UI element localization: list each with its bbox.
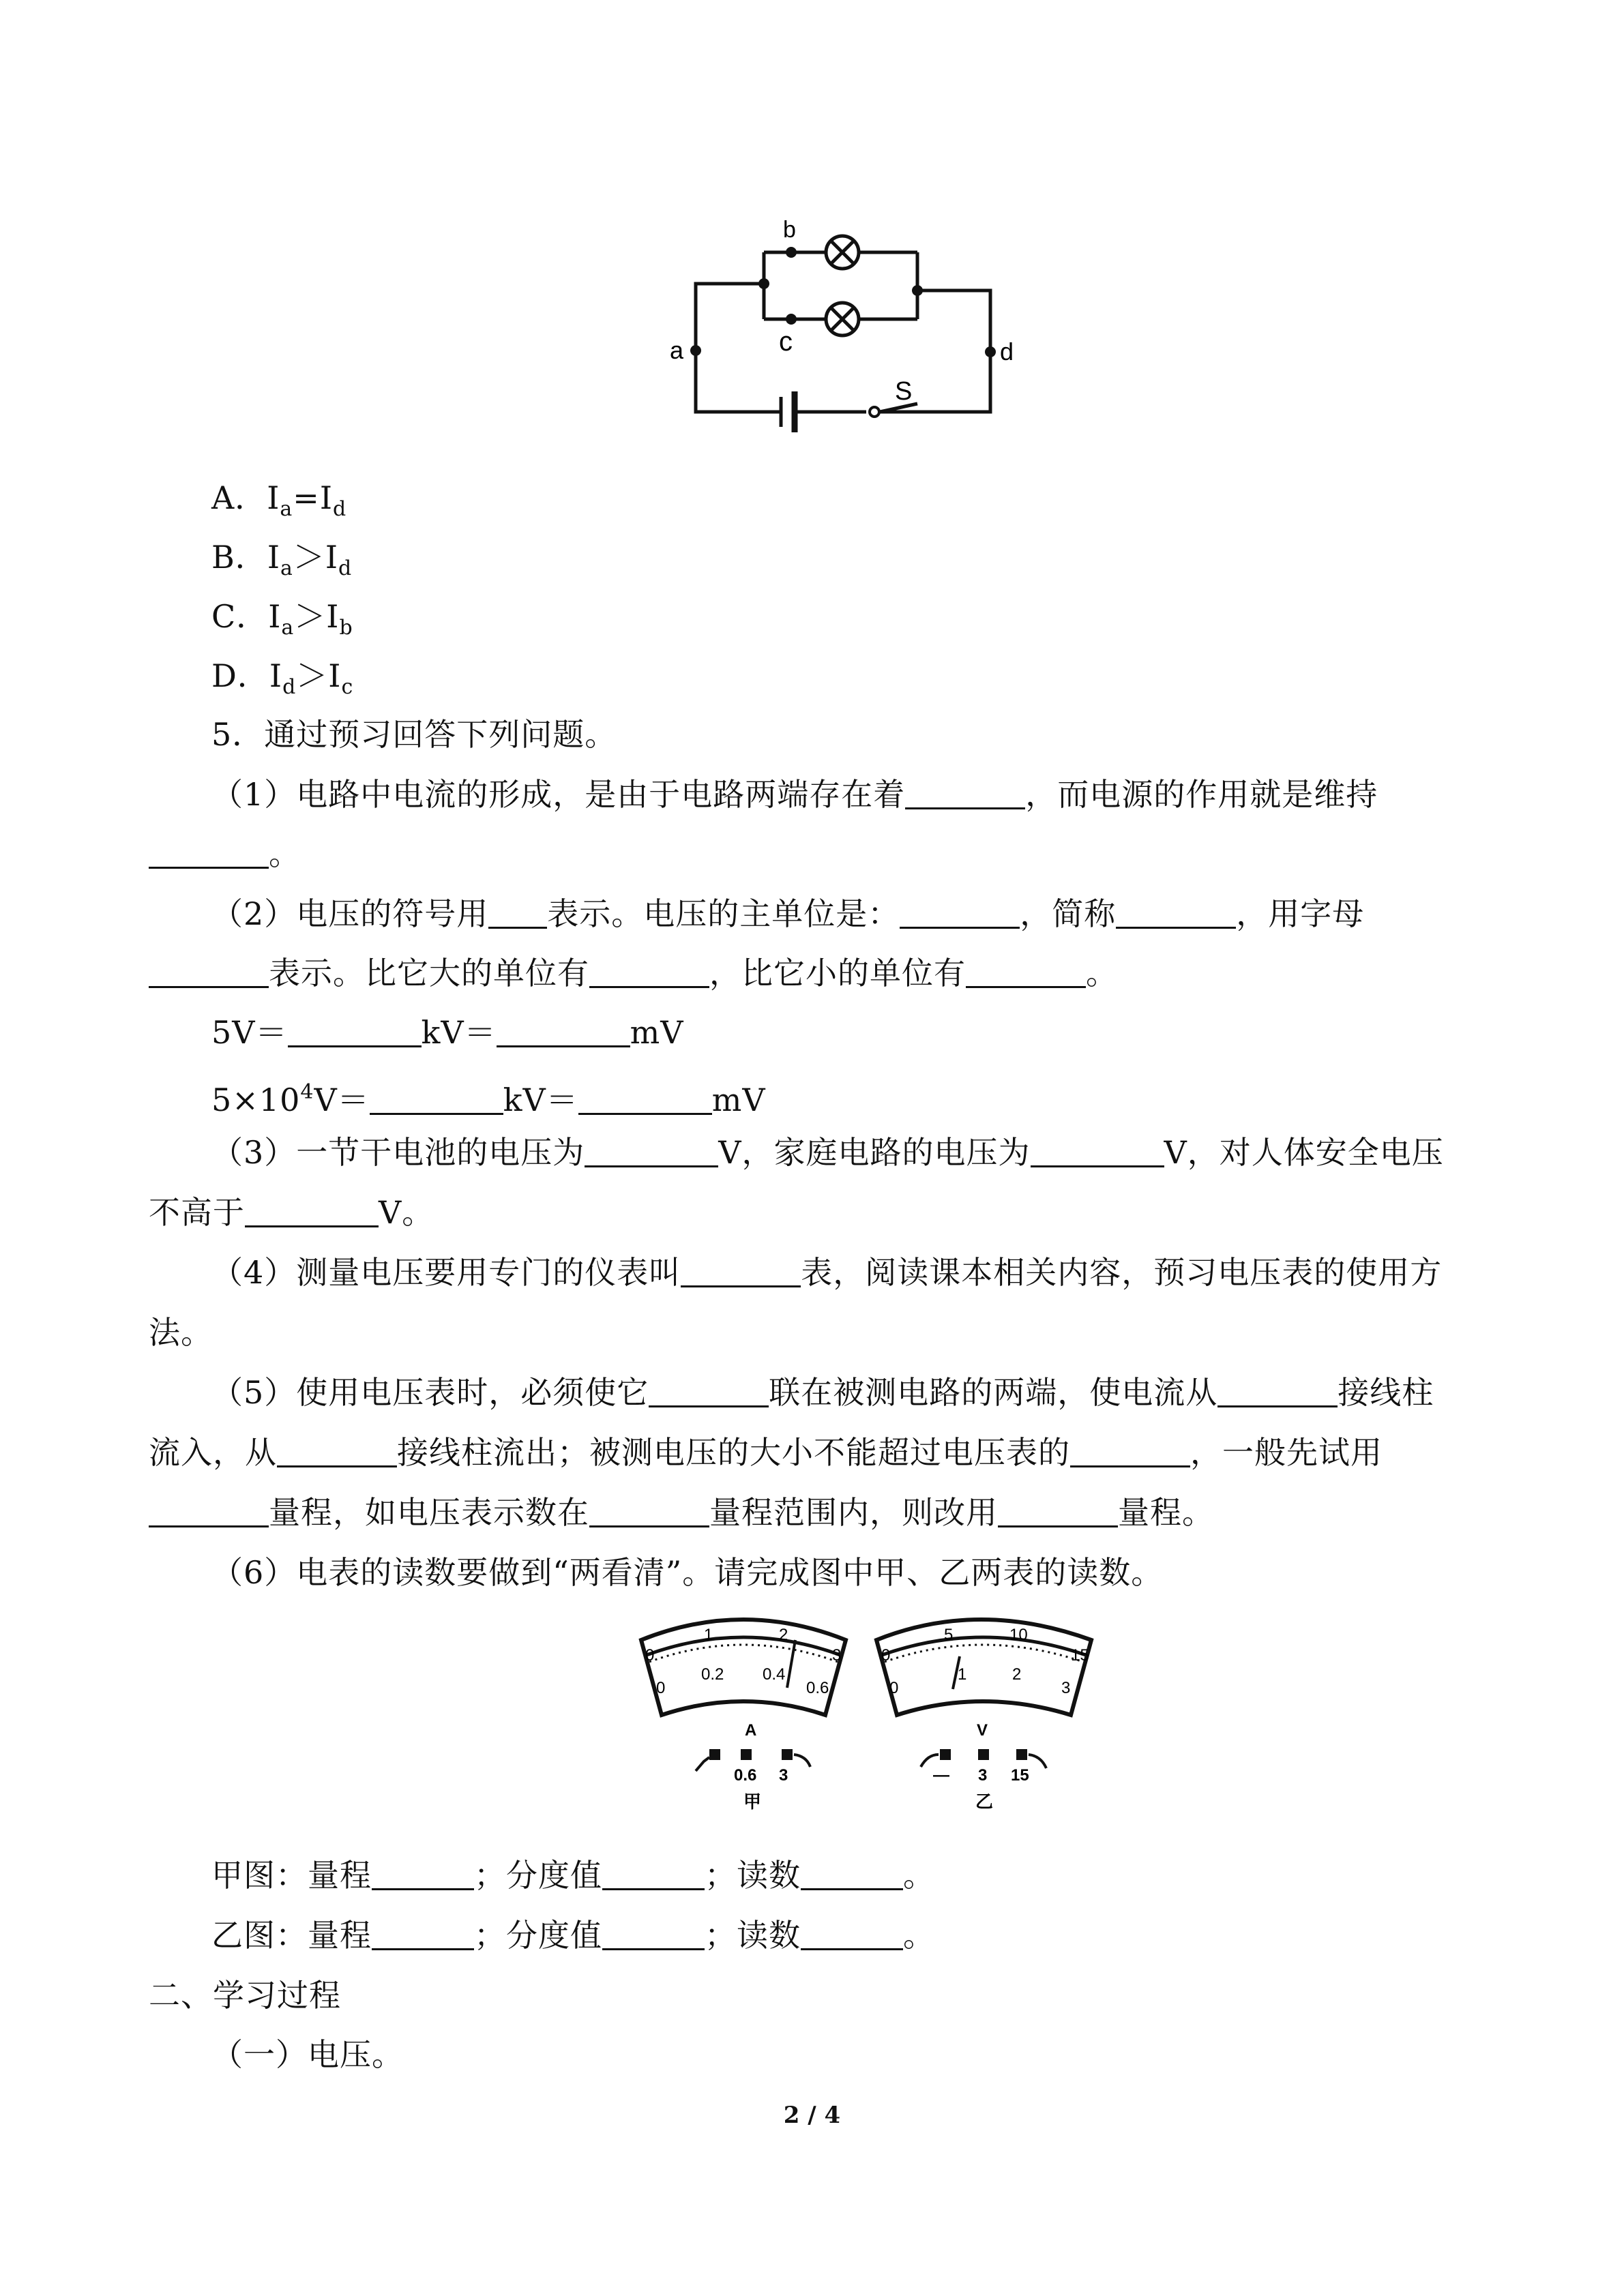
blank[interactable] [585,1135,718,1167]
section2-sub1: （一）电压。 [211,2036,404,2073]
voltmeter [876,1620,1091,1812]
q5-p3-line1: （3）一节干电池的电压为 V，家庭电路的电压为 V，对人体安全电压 [211,1134,1444,1171]
voltmeter-bottom-0: 0 [889,1679,899,1697]
label-s: S [895,377,913,406]
label-a: a [670,336,684,364]
meters-figure [628,1613,1119,1817]
voltmeter-top-1: 5 [944,1626,954,1644]
voltmeter-terminal-2: 15 [1011,1766,1029,1785]
q5-p5-line2: 流入，从 接线柱流出；被测电压的大小不能超过电压表的 ，一般先试用 [149,1434,1383,1471]
q5-p6: （6）电表的读数要做到“两看清”。请完成图中甲、乙两表的读数。 [211,1554,1164,1591]
reading-jia: 甲图：量程 ；分度值 ；读数 。 [211,1857,935,1894]
blank[interactable] [681,1255,801,1287]
voltmeter-bottom-2: 2 [1012,1665,1022,1684]
circuit-diagram [655,205,1023,464]
q5-p4-line2: 法。 [149,1314,213,1351]
blank[interactable] [649,1375,769,1407]
blank[interactable] [245,1195,379,1227]
q5-p2-line2: 表示。比它大的单位有 ，比它小的单位有 。 [149,953,1118,994]
voltmeter-top-0: 0 [881,1646,891,1665]
blank[interactable] [149,837,269,869]
blank[interactable] [966,956,1086,988]
blank[interactable] [801,1858,903,1890]
blank[interactable] [578,1083,712,1115]
blank[interactable] [149,1495,269,1527]
ammeter-top-1: 1 [704,1626,713,1644]
q5-p5-line1: （5）使用电压表时，必须使它 联在被测电路的两端，使电流从 接线柱 [211,1374,1434,1411]
blank[interactable] [372,1858,474,1890]
option-d: D．$I_d>I_c$ [211,657,354,699]
page-number: 2 / 4 [783,2102,841,2129]
blank[interactable] [488,897,547,929]
label-b: b [783,217,796,243]
q5-p5-line3: 量程，如电压表示数在 量程范围内，则改用 量程。 [149,1492,1214,1533]
blank[interactable] [288,1015,422,1047]
label-c: c [779,327,793,357]
voltmeter-unit: V [977,1721,988,1740]
blank[interactable] [277,1435,397,1467]
voltmeter-top-3: 15 [1071,1646,1089,1665]
ammeter-bottom-1: 0.2 [701,1665,724,1684]
ammeter-caption: 甲 [743,1791,762,1812]
blank[interactable] [905,777,1025,809]
ammeter-bottom-0: 0 [656,1679,666,1697]
q5-conv1: 5V＝ kV＝ mV [211,1014,684,1051]
voltmeter-top-2: 10 [1009,1626,1028,1644]
blank[interactable] [602,1918,705,1950]
ammeter-top-2: 2 [779,1626,788,1644]
blank[interactable] [1217,1375,1338,1407]
blank[interactable] [1116,897,1236,929]
option-c: C．$I_a>I_b$ [211,598,353,640]
blank[interactable] [1070,1435,1190,1467]
blank[interactable] [497,1015,630,1047]
q5-p1-line1: （1）电路中电流的形成，是由于电路两端存在着 ，而电源的作用就是维持 [211,776,1378,813]
label-d: d [1000,338,1014,366]
section2-title: 二、学习过程 [149,1977,341,2014]
option-a: A．$I_a=I_d$ [211,479,347,521]
voltmeter-terminal-1: 3 [978,1766,988,1785]
q5-p4-line1: （4）测量电压要用专门的仪表叫 表，阅读课本相关内容，预习电压表的使用方 [211,1254,1443,1291]
blank[interactable] [589,956,709,988]
voltmeter-terminal-0: — [933,1766,949,1785]
blank[interactable] [372,1918,474,1950]
reading-yi: 乙图：量程 ；分度值 ；读数 。 [211,1917,935,1954]
blank[interactable] [1031,1135,1164,1167]
q5-conv2: $5\times 10^4V= kV=$ mV [211,1080,766,1118]
ammeter-unit: A [745,1721,757,1740]
ammeter-terminal-0: 0.6 [734,1766,757,1785]
q5-p1-line2: 。 [149,833,301,874]
ammeter-bottom-3: 0.6 [806,1679,829,1697]
blank[interactable] [589,1495,709,1527]
ammeter-top-0: 0 [645,1646,655,1665]
blank[interactable] [149,956,269,988]
voltmeter-bottom-3: 3 [1061,1679,1071,1697]
q5-p3-line2: 不高于 V。 [149,1194,434,1231]
ammeter-top-3: 3 [832,1646,842,1665]
q5-title: 5．通过预习回答下列问题。 [211,716,617,753]
q5-p2-line1: （2）电压的符号用 表示。电压的主单位是： ，简称 ，用字母 [211,895,1365,932]
blank[interactable] [801,1918,903,1950]
blank[interactable] [602,1858,705,1890]
ammeter-terminal-1: 3 [779,1766,788,1785]
option-b: B．$I_a>I_d$ [211,539,353,580]
blank[interactable] [900,897,1020,929]
ammeter [641,1620,846,1812]
ammeter-bottom-2: 0.4 [763,1665,786,1684]
blank[interactable] [998,1495,1118,1527]
blank[interactable] [370,1083,503,1115]
voltmeter-caption: 乙 [975,1791,994,1812]
voltmeter-bottom-1: 1 [958,1665,967,1684]
